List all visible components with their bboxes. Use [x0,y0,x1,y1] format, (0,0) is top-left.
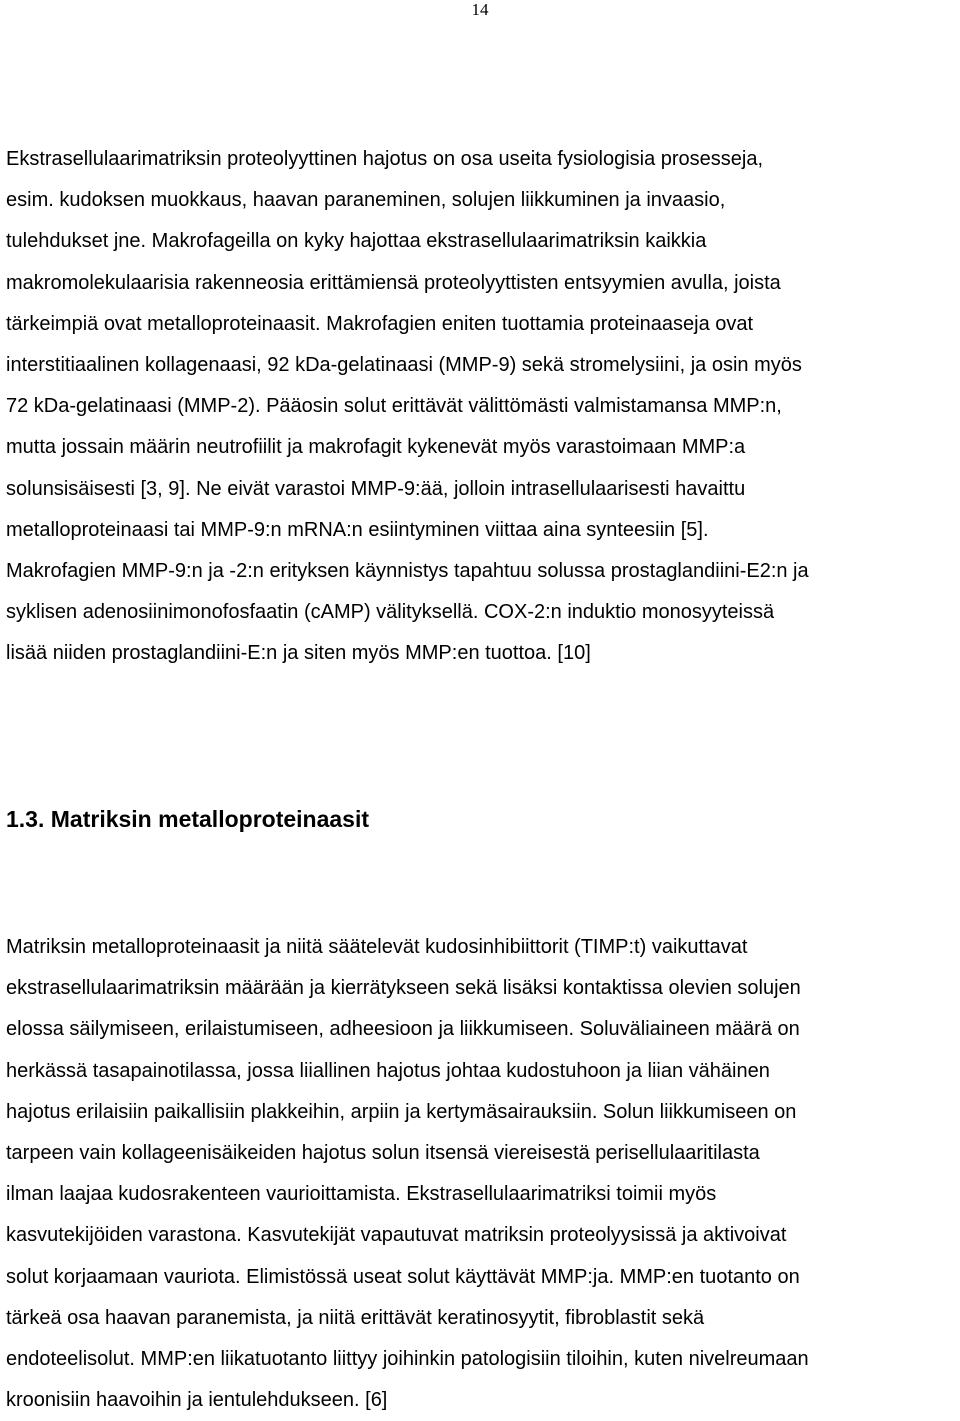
text-line: hajotus erilaisiin paikallisiin plakkeihin, arpiin ja kertymäsairauksiin. Solun liikkumiseen on [6,1100,797,1123]
text-line: solunsisäisesti [3, 9]. Ne eivät varastoi MMP-9:ää, jolloin intrasellulaarisesti havaittu [6,477,746,500]
text-line: herkässä tasapainotilassa, jossa liiallinen hajotus johtaa kudostuhoon ja liian vähäinen [6,1059,770,1082]
text-line: Matriksin metalloproteinaasit ja niitä säätelevät kudosinhibiittorit (TIMP:t) vaikuttavat [6,936,748,958]
text-line: ilman laajaa kudosrakenteen vaurioittamista. Ekstrasellulaarimatriksi toimii myös [6,1183,717,1206]
text-line: kroonisiin haavoihin ja ientulehdukseen. [6] [6,1389,388,1412]
text-line: lisää niiden prostaglandiini-E:n ja siten myös MMP:en tuottoa. [10] [6,642,591,665]
text-line: elossa säilymiseen, erilaistumiseen, adheesioon ja liikkumiseen. Soluväliaineen määrä on [6,1018,800,1041]
text-line: solut korjaamaan vauriota. Elimistössä useat solut käyttävät MMP:ja. MMP:en tuotanto on [6,1265,800,1288]
text-line: kasvutekijöiden varastona. Kasvutekijät vapautuvat matriksin proteolyysissä ja aktivoivat [6,1224,787,1247]
section-heading: 1.3. Matriksin metalloproteinaasit [6,806,370,832]
text-line: makromolekulaarisia rakenneosia erittämiensä proteolyyttisten entsyymien avulla, joista [6,271,781,294]
text-line: interstitiaalinen kollagenaasi, 92 kDa-gelatinaasi (MMP-9) sekä stromelysiini, ja osin myös [6,354,802,377]
text-line: endoteelisolut. MMP:en liikatuotanto liittyy joihinkin patologisiin tiloihin, kuten nivelreumaan [6,1348,809,1371]
text-line: Makrofagien MMP-9:n ja -2:n erityksen käynnistys tapahtuu solussa prostaglandiini-E2:n ja [6,560,809,583]
text-line: esim. kudoksen muokkaus, haavan paraneminen, solujen liikkuminen ja invaasio, [6,189,726,212]
text-line: tärkeimpiä ovat metalloproteinaasit. Makrofagien eniten tuottamia proteinaaseja ovat [6,312,754,335]
page-number: 14 [471,0,489,19]
body-paragraph-1 [6,139,960,675]
text-line: metalloproteinaasi tai MMP-9:n mRNA:n esiintyminen viittaa aina synteesiin [5]. [6,518,709,541]
text-line: Ekstrasellulaarimatriksin proteolyyttinen hajotus on osa useita fysiologisia prosesseja, [6,148,764,170]
text-line: syklisen adenosiinimonofosfaatin (cAMP) välityksellä. COX-2:n induktio monosyyteissä [6,601,775,624]
text-line: 72 kDa-gelatinaasi (MMP-2). Pääosin solut erittävät välittömästi valmistamansa MMP:n, [6,395,782,418]
text-line: tulehdukset jne. Makrofageilla on kyky hajottaa ekstrasellulaarimatriksin kaikkia [6,230,707,253]
body-paragraph-2 [6,927,960,1421]
text-line: ekstrasellulaarimatriksin määrään ja kierrätykseen sekä lisäksi kontaktissa olevien solujen [6,977,801,1000]
text-line: tärkeä osa haavan paranemista, ja niitä erittävät keratinosyytit, fibroblastit sekä [6,1306,705,1329]
text-line: tarpeen vain kollageenisäikeiden hajotus solun itsensä viereisestä perisellulaaritilasta [6,1142,760,1165]
text-line: mutta jossain määrin neutrofiilit ja makrofagit kykenevät myös varastoimaan MMP:a [6,436,746,459]
